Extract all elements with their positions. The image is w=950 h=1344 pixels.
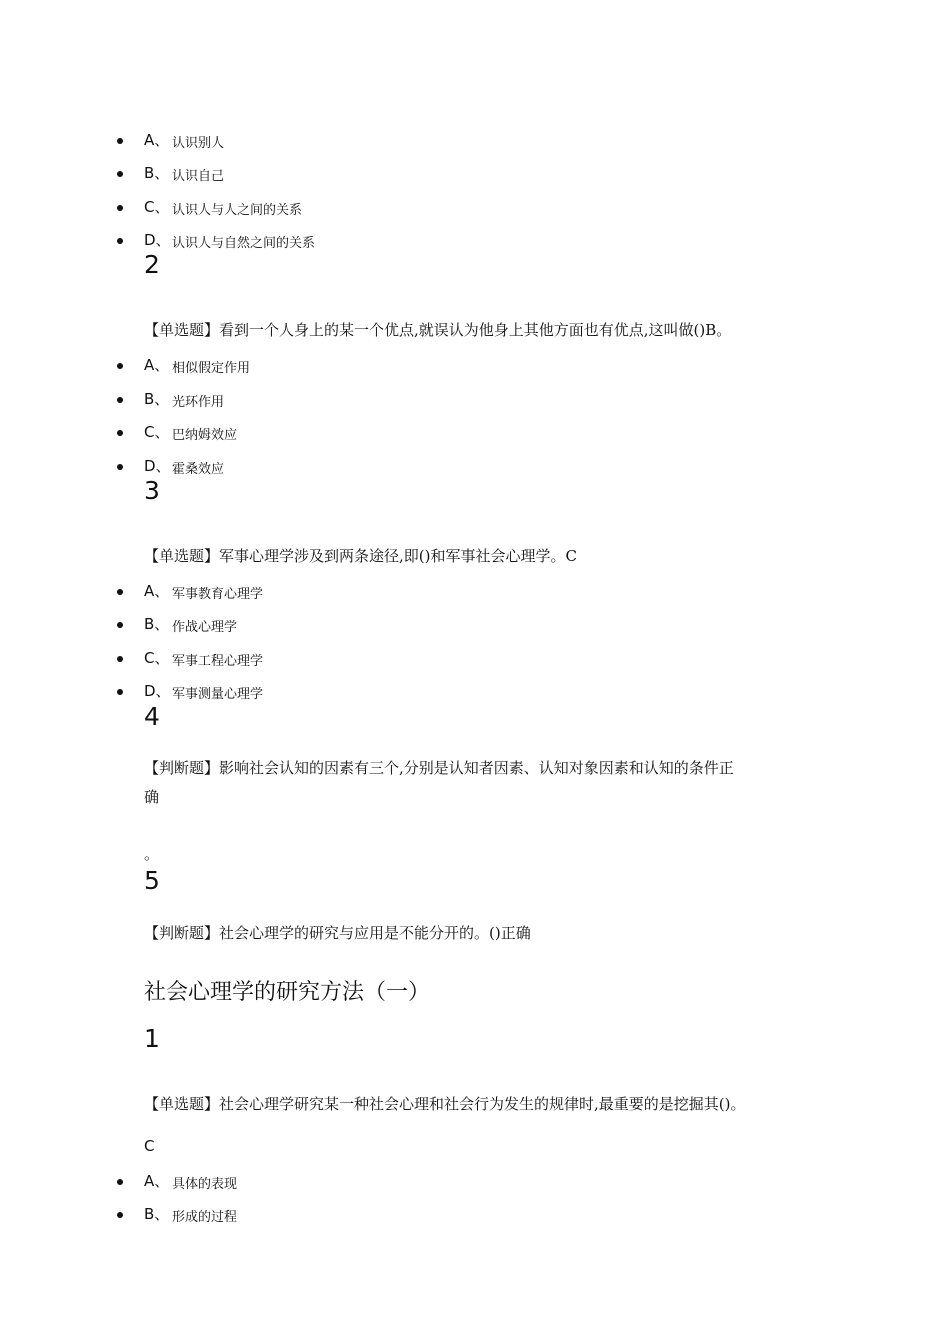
question-number: 2 (144, 250, 160, 279)
bullet-icon (117, 689, 123, 695)
bullet-icon (117, 1179, 123, 1185)
bullet-icon (117, 656, 123, 662)
bullet-icon (117, 622, 123, 628)
bullet-icon (117, 363, 123, 369)
question-text-continued: 确 (144, 788, 160, 806)
question-text: 【单选题】看到一个人身上的某一个优点,就误认为他身上其他方面也有优点,这叫做()B。 (144, 321, 732, 339)
bullet-icon (117, 238, 123, 244)
bullet-icon (117, 464, 123, 470)
bullet-icon (117, 138, 123, 144)
question-text: 【判断题】影响社会认知的因素有三个,分别是认知者因素、认知对象因素和认知的条件正 (144, 759, 734, 777)
trailing-mark: 。 (144, 845, 160, 863)
question-number: 4 (144, 702, 160, 731)
question-number: 1 (144, 1024, 160, 1053)
bullet-icon (117, 1212, 123, 1218)
bullet-icon (117, 205, 123, 211)
answer-text: C (144, 1137, 155, 1155)
bullet-icon (117, 589, 123, 595)
question-number: 5 (144, 866, 160, 895)
question-text: 【单选题】军事心理学涉及到两条途径,即()和军事社会心理学。C (144, 547, 577, 565)
bullet-icon (117, 397, 123, 403)
question-text: 【判断题】社会心理学的研究与应用是不能分开的。()正确 (144, 924, 531, 942)
bullet-icon (117, 171, 123, 177)
bullet-icon (117, 430, 123, 436)
question-text: 【单选题】社会心理学研究某一种社会心理和社会行为发生的规律时,最重要的是挖掘其()。 (144, 1095, 746, 1113)
question-number: 3 (144, 476, 160, 505)
section-title: 社会心理学的研究方法（一） (144, 980, 431, 1005)
